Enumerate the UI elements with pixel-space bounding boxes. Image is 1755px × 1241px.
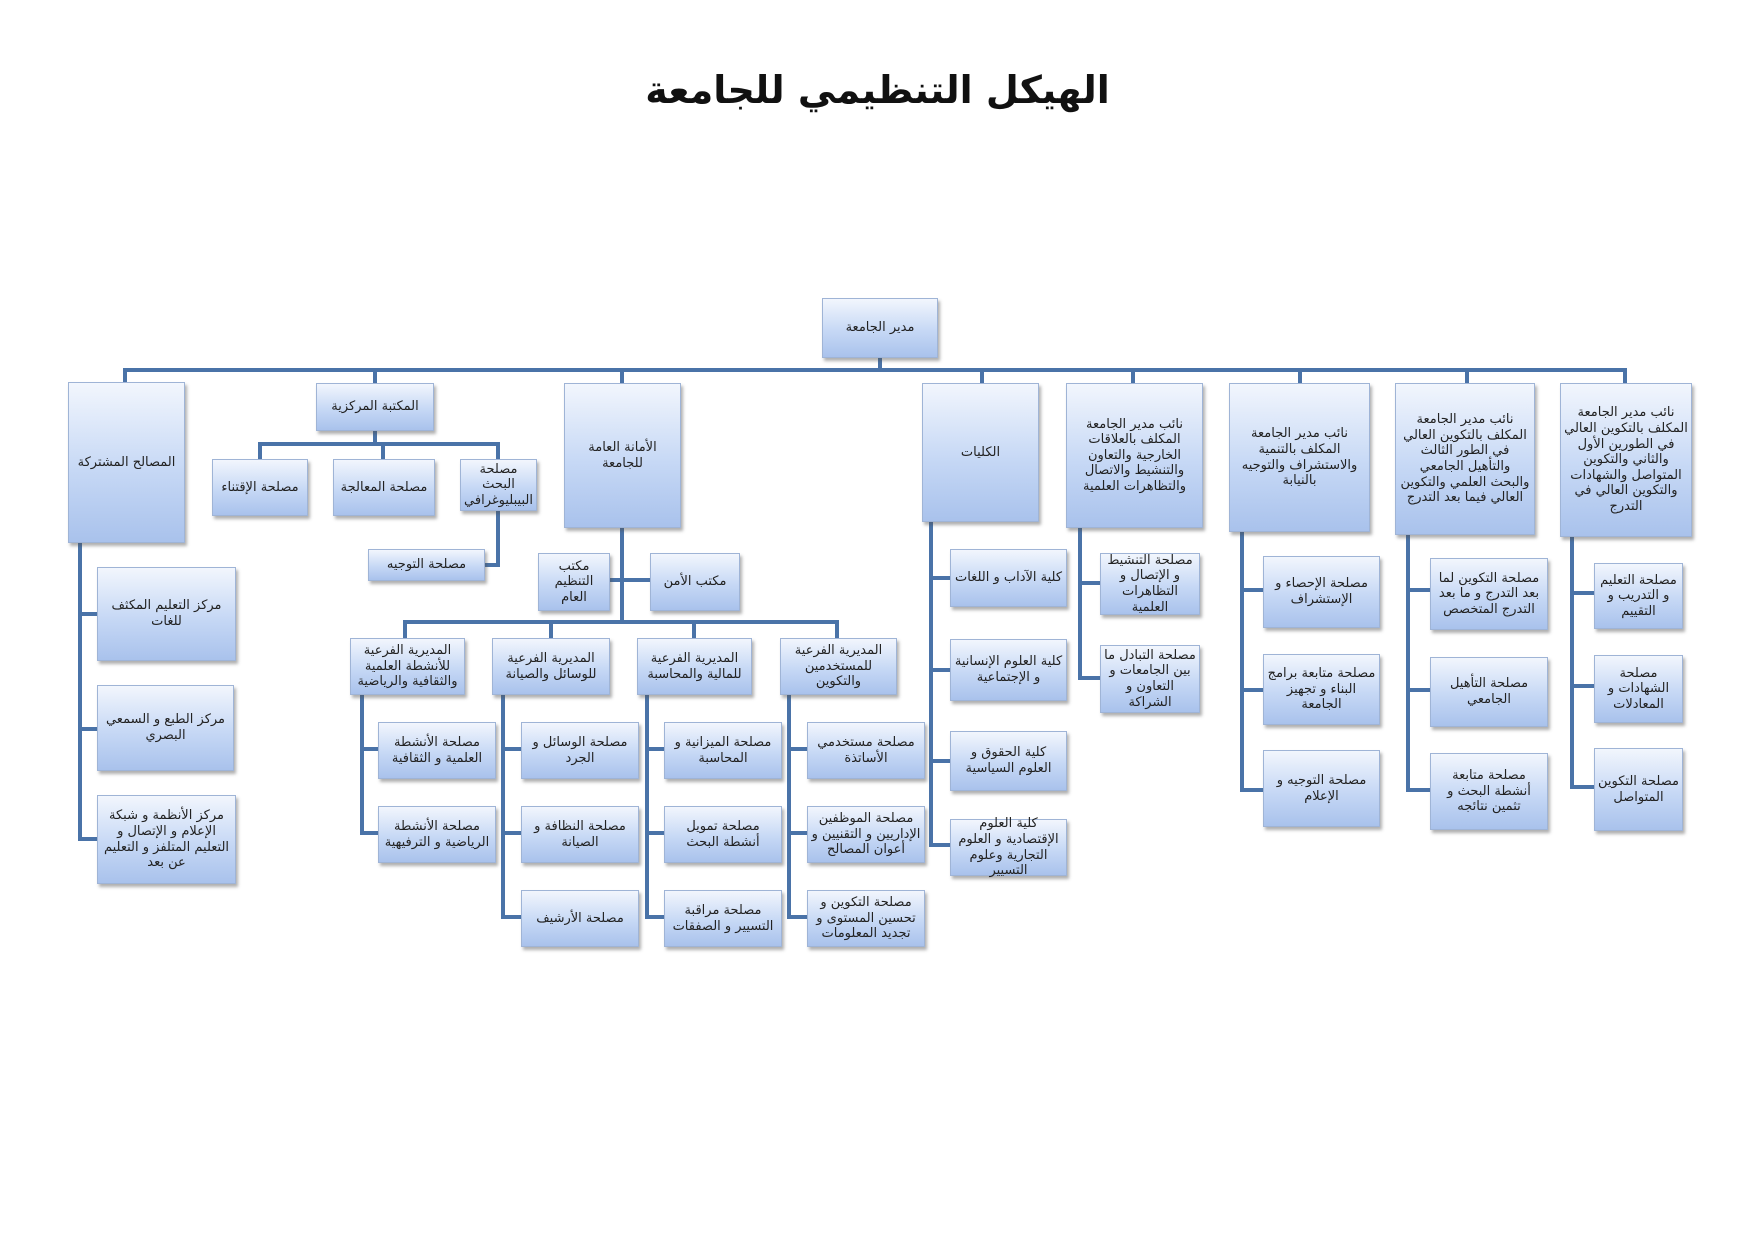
node-directorate-activities [350,638,465,695]
node-library-child-3 [460,459,537,511]
node-label: كلية الحقوق و العلوم السياسية [965,745,1052,776]
node-faculty-4 [950,816,1067,879]
node-directorate-means [492,638,610,695]
node-label: مصلحة الإحصاء و الإستشراف [1275,576,1368,607]
node-label: مصلحة الوسائل و الجرد [532,734,628,766]
node-label: مصلحة التكوين لما بعد التدرج و ما بعد التدرج المتخصص [1438,570,1540,617]
node-vp-research-child-2 [1430,657,1548,727]
node-office-general-organization [538,553,610,611]
node-finance-child-1 [664,722,782,779]
node-label: مصلحة الميزانية و المحاسبة [674,734,772,766]
node-library-guidance [368,549,485,581]
node-label: مصلحة الموظفين الإداريين و التقنيين و أعوان المصالح [811,811,921,858]
node-label: مركز التعليم المكثف للغات [111,598,222,629]
node-vp-research-child-3 [1430,753,1548,830]
node-shared-child-2 [97,685,234,771]
node-shared-child-3 [97,795,236,884]
node-label: كلية الآداب و اللغات [954,570,1063,586]
node-office-security [650,553,740,611]
node-label: مصلحة التوجيه [386,557,467,573]
node-label: نائب مدير الجامعة المكلف بالتكوين العالي في الطور الثالث والتأهيل الجامعي والبحث العلمي والتكوين العالي فيما بعد التدرج [1400,412,1530,506]
node-label: نائب مدير الجامعة المكلف بالتنمية والاستشراف والتوجيه بالنيابة [1241,426,1358,489]
node-vp-research [1395,383,1535,535]
node-label: مصلحة النظافة و الصيانة [534,818,626,850]
node-label: مصلحة الأرشيف [536,910,624,926]
node-label: مصلحة التكوين المتواصل [1598,773,1679,805]
node-label: مصلحة مستخدمي الأساتذة [817,734,915,766]
node-label: مصلحة التنشيط و الإتصال و التظاهرات العلمية [1107,552,1193,615]
node-label: مركز الطبع و السمعي البصري [105,712,226,743]
node-central-library [316,383,434,431]
node-label: المديرية الفرعية للمالية والمحاسبة [647,650,742,682]
node-faculty-2 [950,639,1067,701]
node-label: الكليات [960,444,1001,460]
node-label: كلية العلوم الإقتصادية و العلوم التجارية وعلوم التسيير [958,816,1059,879]
node-activities-child-2 [378,806,496,863]
node-vp-development [1229,383,1370,532]
node-vp-training-child-3 [1594,748,1683,831]
node-label: المصالح المشتركة [77,454,176,470]
node-label: مصلحة تمويل أنشطة البحث [686,818,760,850]
node-means-child-2 [521,806,639,863]
node-general-secretariat [564,383,681,528]
node-faculties [922,383,1039,522]
node-label: مصلحة الأنشطة الرياضية و الترفيهية [384,818,490,850]
node-university-director [822,298,938,358]
node-label: مصلحة متابعة برامج البناء و تجهيز الجامعة [1267,666,1376,713]
node-shared-child-1 [97,567,236,661]
node-label: مصلحة الإقتناء [221,479,299,495]
node-label: المكتبة المركزية [331,399,419,415]
node-label: مصلحة الشهادات و المعادلات [1607,665,1670,712]
node-label: نائب مدير الجامعة المكلف بالتكوين العالي في الطورين الأول والثاني والتكوين المتواصل والشهادات والتكوين العالي في التدرج [1564,405,1688,514]
node-staff-child-2 [807,806,925,863]
node-vp-development-child-1 [1263,556,1380,628]
node-directorate-finance [637,638,752,695]
node-label: مصلحة المعالجة [340,479,428,495]
node-means-child-3 [521,890,639,947]
node-label: الأمانة العامة للجامعة [588,439,657,471]
node-label: مصلحة التعليم و التدريب و التقييم [1600,572,1677,619]
node-label: مصلحة الأنشطة العلمية و الثقافية [391,734,483,766]
node-label: مصلحة متابعة أنشطة البحث و تثمين نتائجه [1447,768,1531,815]
node-label: مصلحة مراقبة التسيير و الصفقات [672,902,774,934]
node-label: كلية العلوم الإنسانية و الإجتماعية [954,654,1063,685]
node-label: مركز الأنظمة و شبكة الإعلام و الإتصال و التعليم المتلفز و التعليم عن بعد [103,808,230,871]
node-label: مكتب الأمن [663,574,727,590]
node-label: المديرية الفرعية للوسائل والصيانة [505,650,597,682]
node-label: نائب مدير الجامعة المكلف بالعلاقات الخارجية والتعاون والتنشيط والاتصال والتظاهرات العلمية [1083,416,1186,494]
node-label: مكتب التنظيم العام [554,558,594,605]
node-vp-external-relations [1066,383,1203,528]
node-activities-child-1 [378,722,496,779]
node-vp-training [1560,383,1692,537]
node-finance-child-2 [664,806,782,863]
page-title: الهيكل التنظيمي للجامعة [645,68,1110,112]
node-label: مصلحة التكوين و تحسين المستوى و تجديد المعلومات [816,895,916,942]
node-label: مصلحة التوجيه و الإعلام [1276,772,1367,804]
node-directorate-staff [780,638,897,695]
node-finance-child-3 [664,890,782,947]
node-library-child-1 [212,459,308,516]
node-vp-training-child-1 [1594,563,1683,629]
node-staff-child-3 [807,890,925,947]
node-staff-child-1 [807,722,925,779]
node-faculty-1 [950,549,1067,607]
node-vp-development-child-3 [1263,750,1380,827]
node-label: مصلحة التأهيل الجامعي [1449,676,1529,707]
node-label: المديرية الفرعية للمستخدمين والتكوين [794,643,883,690]
node-vp-development-child-2 [1263,654,1380,725]
node-vp-research-child-1 [1430,558,1548,630]
node-shared-services [68,382,185,543]
node-label: المديرية الفرعية للأنشطة العلمية والثقافية والرياضية [357,643,458,690]
node-faculty-3 [950,731,1067,791]
node-label: مدير الجامعة [845,320,915,336]
node-label: مصلحة التبادل ما بين الجامعات و التعاون و الشراكة [1104,647,1196,710]
node-means-child-1 [521,722,639,779]
node-vp-training-child-2 [1594,655,1683,723]
node-vp-external-child-2 [1100,645,1200,713]
node-label: مصلحة البحث البيبليوغرافي [464,461,533,508]
node-vp-external-child-1 [1100,553,1200,615]
node-library-child-2 [333,459,435,516]
